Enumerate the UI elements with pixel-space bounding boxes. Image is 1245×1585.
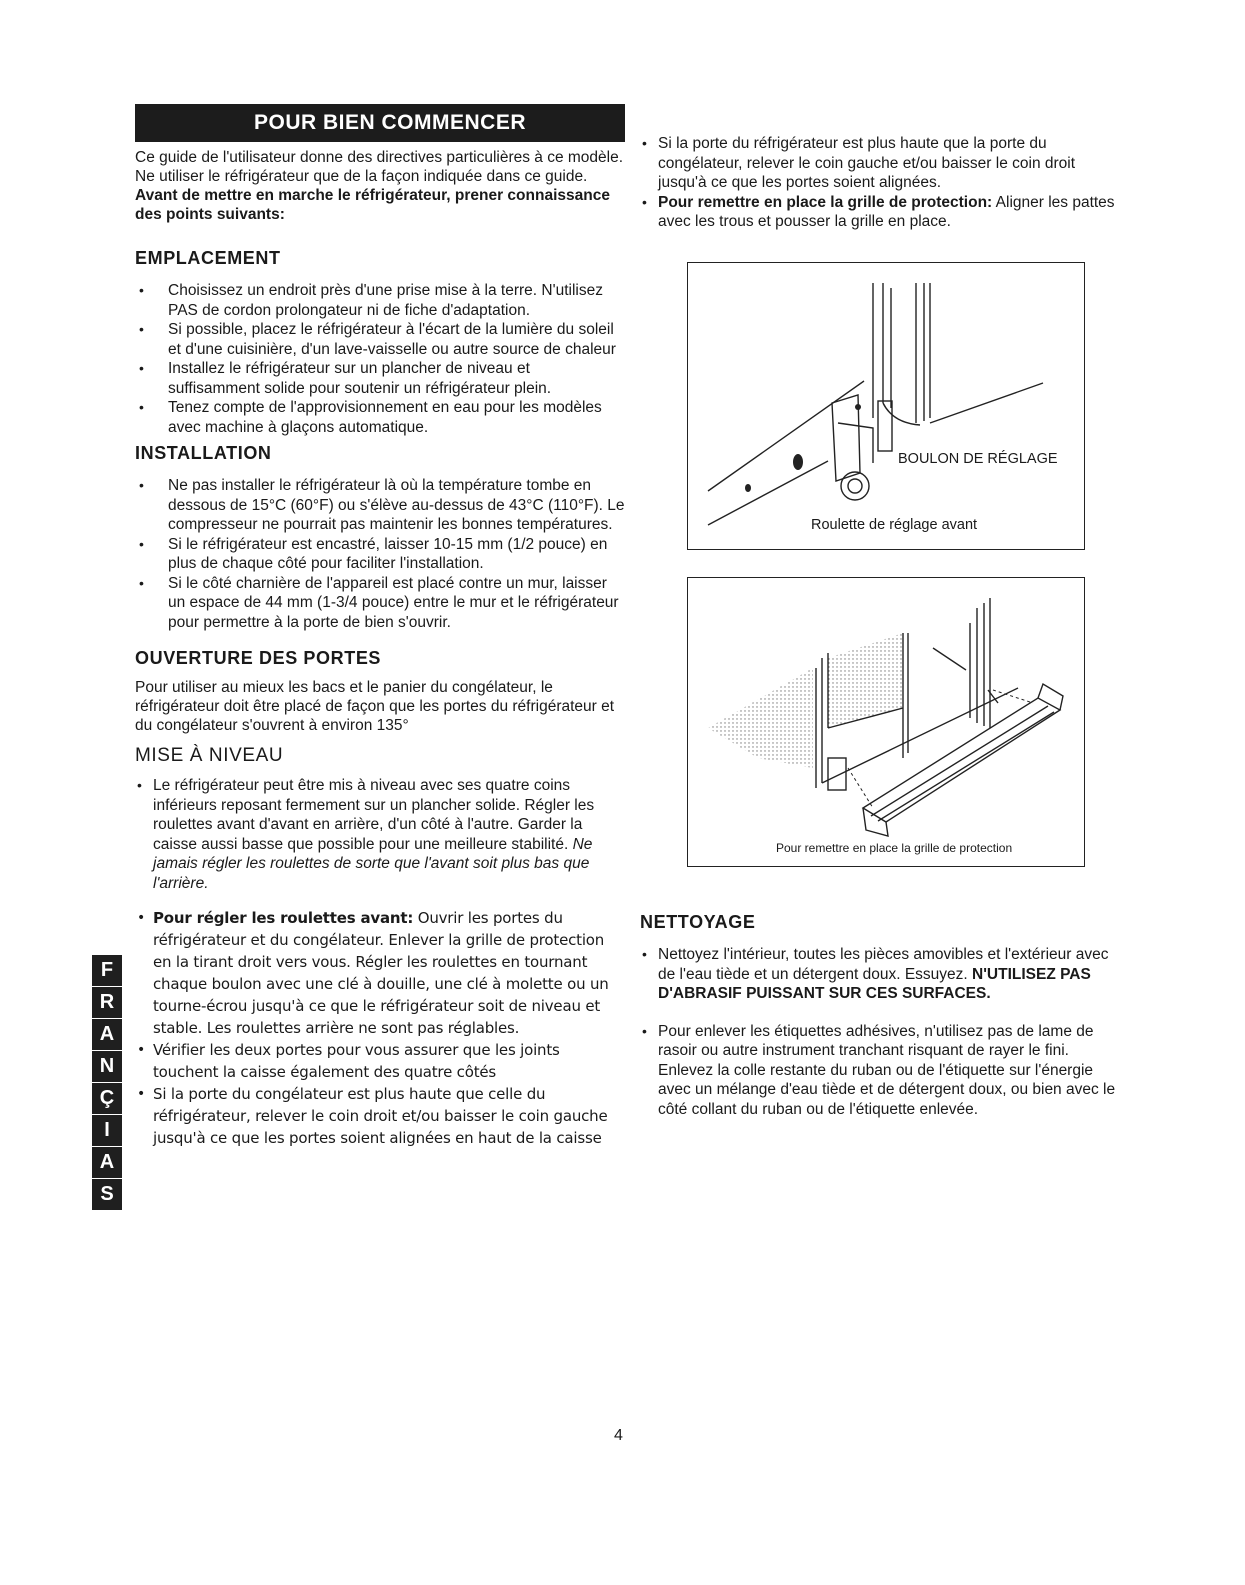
list-item: • Tenez compte de l'approvisionnement en eau pour les modèles avec machine à glaçons automatique. bbox=[135, 398, 625, 437]
nettoyage-list bbox=[640, 945, 1120, 1119]
intro-bold-text: Avant de mettre en marche le réfrigérateur, prener connaissance des points suivants: bbox=[135, 187, 610, 223]
right-bullet-list bbox=[640, 134, 1120, 232]
mise-a-niveau-list bbox=[135, 776, 625, 1149]
heading-mise-a-niveau: MISE À NIVEAU bbox=[135, 745, 284, 766]
roulette-illustration bbox=[688, 263, 1084, 549]
heading-nettoyage: NETTOYAGE bbox=[640, 912, 756, 932]
right-item2-text: Aligner les pattes avec les trous et pousser la grille en place. bbox=[658, 193, 1115, 230]
list-item bbox=[640, 193, 1120, 232]
side-tab-letter: S bbox=[92, 1179, 122, 1210]
page-number: 4 bbox=[614, 1427, 623, 1444]
side-tab-letter: A bbox=[92, 1019, 122, 1050]
nettoyage-item1-text: Nettoyez l'intérieur, toutes les pièces amovibles et l'extérieur avec de l'eau tiède et un détergent doux. Essuyez. bbox=[658, 946, 1109, 983]
side-tab-letter: A bbox=[92, 1147, 122, 1178]
side-tab-letter: F bbox=[92, 955, 122, 986]
grille-illustration bbox=[688, 578, 1084, 866]
list-item: • Si le réfrigérateur est encastré, laisser 10-15 mm (1/2 pouce) en plus de chaque côté pour faciliter l'installation. bbox=[135, 535, 625, 574]
list-item: • Si le côté charnière de l'appareil est placé contre un mur, laisser un espace de 44 mm (1-3/4 pouce) entre le mur et le réfrigérateur pour permettre à la porte de bien s'ouvrir. bbox=[135, 574, 625, 633]
figure-roulette-reglage bbox=[687, 262, 1085, 550]
heading-emplacement: EMPLACEMENT bbox=[135, 248, 281, 268]
ouverture-paragraph: Pour utiliser au mieux les bacs et le panier du congélateur, le réfrigérateur doit être placé de façon que les portes du réfrigérateur et du congélateur s'ouvrent à environ 135° bbox=[135, 679, 615, 734]
list-item bbox=[640, 945, 1120, 1004]
list-item: • Choisissez un endroit près d'une prise mise à la terre. N'utilisez PAS de cordon prolongateur ni de fiche d'adaptation. bbox=[135, 281, 625, 320]
figure-grille-protection bbox=[687, 577, 1085, 867]
figure1-caption: Roulette de réglage avant bbox=[811, 517, 978, 533]
left-column bbox=[135, 104, 625, 1149]
side-tab-letter: R bbox=[92, 987, 122, 1018]
list-item: • Vérifier les deux portes pour vous assurer que les joints touchent la caisse également des quatre côtés bbox=[135, 1039, 625, 1083]
list-item: • Ne pas installer le réfrigérateur là où la température tombe en dessous de 15°C (60°F) ou s'élève au-dessus de 43°C (110°F). Le compresseur ne pourrait pas maintenir les bonnes températures. bbox=[135, 476, 625, 535]
language-side-tab bbox=[92, 955, 122, 1211]
right-item2-bold: Pour remettre en place la grille de protection: bbox=[658, 193, 993, 211]
nettoyage-item1-bold: N'UTILISEZ PAS D'ABRASIF PUISSANT SUR CES SURFACES. bbox=[658, 965, 1091, 1002]
heading-ouverture: OUVERTURE DES PORTES bbox=[135, 648, 382, 668]
section-banner: POUR BIEN COMMENCER bbox=[135, 104, 625, 142]
right-column-text bbox=[640, 134, 1120, 232]
list-item bbox=[135, 776, 625, 893]
list-item: • Si la porte du congélateur est plus haute que celle du réfrigérateur, relever le coin droit et/ou baisser le coin gauche jusqu'à ce que les portes soient alignées en haut de la caisse bbox=[135, 1083, 625, 1149]
mise-item2-bold: Pour régler les roulettes avant: bbox=[153, 909, 414, 927]
mise-item2-text: Ouvrir les portes du réfrigérateur et du congélateur. Enlever la grille de protection en la tirant droit vers vous. Régler les roulettes en tournant chaque boulon avec une clé à douille, une clé à molette ou un tourne-écrou jusqu'à ce que le réfrigérateur soit de niveau et stable. Les roulettes arrière ne sont pas réglables. bbox=[153, 909, 609, 1037]
list-item bbox=[135, 907, 625, 1039]
mise-item1-text: Le réfrigérateur peut être mis à niveau avec ses quatre coins inférieurs reposant fermement sur un plancher solide. Régler les roulettes avant d'avant en arrière, d'un côté à l'autre. Garder la caisse aussi basse que possible pour une meilleure stabilité. bbox=[153, 777, 595, 853]
intro-text: Ce guide de l'utilisateur donne des directives particulières à ce modèle. Ne utiliser le réfrigérateur que de la façon indiquée dans ce guide. bbox=[135, 149, 624, 185]
list-item: • Pour enlever les étiquettes adhésives, n'utilisez pas de lame de rasoir ou autre instrument tranchant risquant de rayer le fini. Enlevez la colle restante du ruban ou de l'étiquette sur l'énergie avec un mélange d'eau tiède et de détergent doux, ou bien avec le côté collant du ruban ou de l'étiquette enlevée. bbox=[640, 1022, 1120, 1120]
figure1-label: BOULON DE RÉGLAGE bbox=[898, 451, 1058, 467]
intro-paragraph bbox=[135, 148, 625, 224]
heading-installation: INSTALLATION bbox=[135, 443, 272, 463]
nettoyage-section bbox=[640, 912, 1120, 1119]
side-tab-letter: I bbox=[92, 1115, 122, 1146]
installation-list bbox=[135, 476, 625, 632]
list-item: • Si possible, placez le réfrigérateur à l'écart de la lumière du soleil et d'une cuisinière, d'un lave-vaisselle ou autre source de chaleur bbox=[135, 320, 625, 359]
list-item: • Installez le réfrigérateur sur un plancher de niveau et suffisamment solide pour soutenir un réfrigérateur plein. bbox=[135, 359, 625, 398]
mise-item1-italic: Ne jamais régler les roulettes de sorte que l'avant soit plus bas que l'arrière. bbox=[153, 835, 593, 892]
emplacement-list bbox=[135, 281, 625, 437]
side-tab-letter: N bbox=[92, 1051, 122, 1082]
side-tab-letter: Ç bbox=[92, 1083, 122, 1114]
list-item: • Si la porte du réfrigérateur est plus haute que la porte du congélateur, relever le coin gauche et/ou baisser le coin droit jusqu'à ce que les portes soient alignées. bbox=[640, 134, 1120, 193]
figure2-caption: Pour remettre en place la grille de protection bbox=[776, 841, 1013, 855]
